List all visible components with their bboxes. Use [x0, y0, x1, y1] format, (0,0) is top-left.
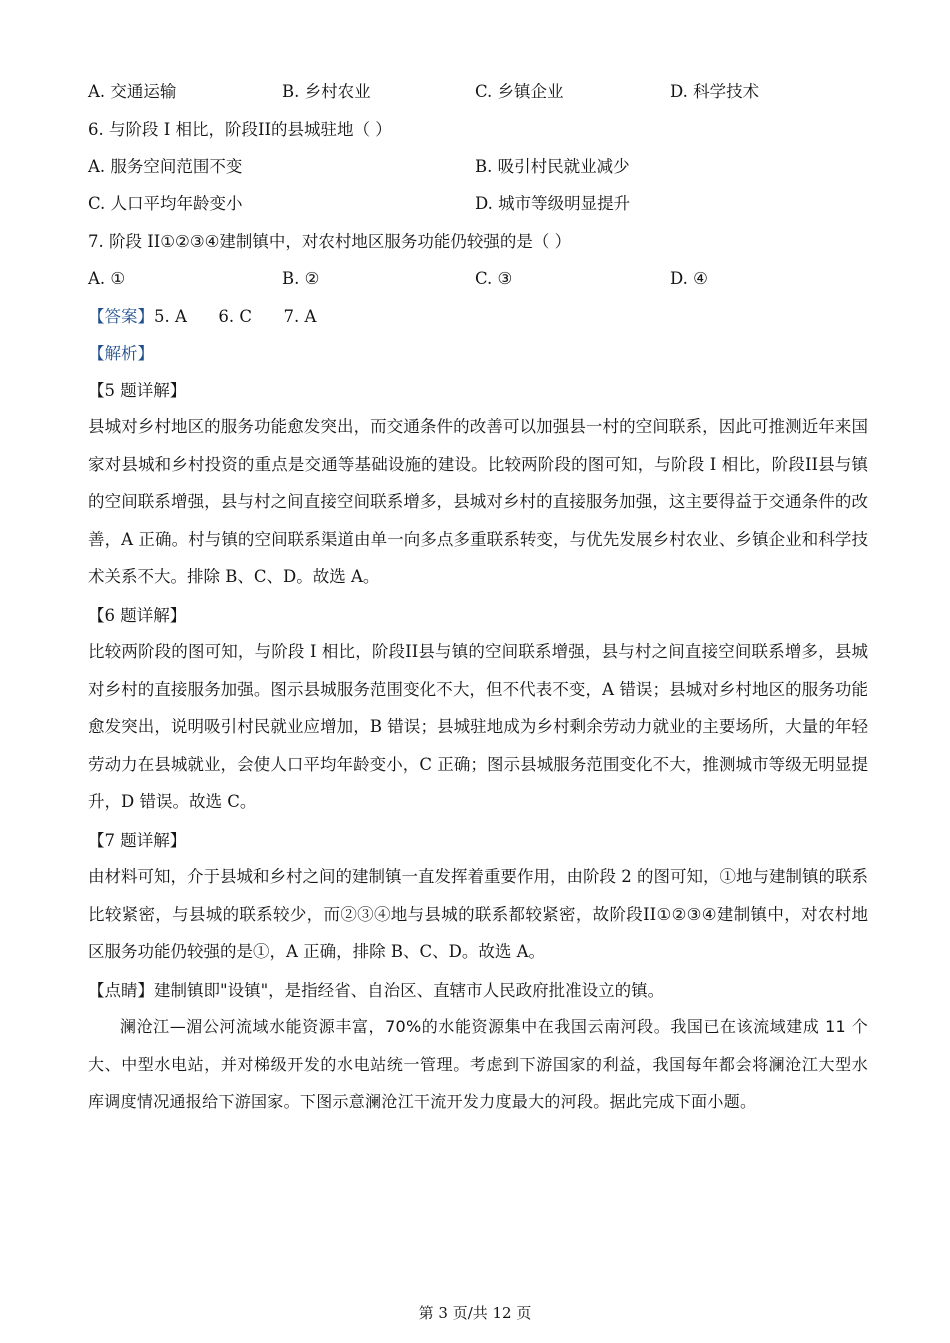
- q7-option-c: C. ③: [475, 269, 513, 288]
- q7-option-d: D. ④: [670, 269, 708, 288]
- analysis-label: [88, 341, 154, 367]
- tip-line: [88, 978, 664, 1004]
- q5-option-c: C. 乡镇企业: [475, 82, 564, 101]
- q5-detail-heading: 【5 题详解】: [88, 381, 187, 400]
- q7-option-a: A. ①: [88, 269, 126, 288]
- analysis-heading: 【解析】: [88, 344, 154, 363]
- answer-text: 5. A 6. C 7. A: [154, 307, 317, 326]
- q6-stem: 6. 与阶段 I 相比，阶段II的县城驻地（ ）: [88, 120, 392, 139]
- answer-line: [88, 304, 316, 330]
- q7-detail-text: 由材料可知，介于县城和乡村之间的建制镇一直发挥着重要作用，由阶段 2 的图可知，①地与建制镇的联系比较紧密，与县城的联系较少，而②③④地与县城的联系都较紧密，故阶段II①②③④建制镇中，对农村地区服务功能仍较强的是①，A 正确，排除 B、C、D。故选 A。: [88, 867, 868, 961]
- tip-label: 【点睛】: [88, 981, 154, 1000]
- q6-option-c: C. 人口平均年龄变小: [88, 194, 243, 213]
- q5-option-a: A. 交通运输: [88, 82, 177, 101]
- q6-detail-text: 比较两阶段的图可知，与阶段 I 相比，阶段II县与镇的空间联系增强，县与村之间直接空间联系增多，县城对乡村的直接服务加强。图示县城服务范围变化不大，但不代表不变，A 错误；县城对乡村地区的服务功能愈发突出，说明吸引村民就业应增加，B 错误；县城驻地成为乡村剩余劳动力就业的主要场所，大量的年轻劳动力在县城就业，会使人口平均年龄变小，C 正确；图示县城服务范围变化不大，推测城市等级无明显提升，D 错误。故选 C。: [88, 642, 868, 811]
- q5-option-b: B. 乡村农业: [282, 82, 371, 101]
- q7-option-b: B. ②: [282, 269, 320, 288]
- tip-text: 建制镇即"设镇"，是指经省、自治区、直辖市人民政府批准设立的镇。: [154, 981, 665, 1000]
- q5-detail-text: 县城对乡村地区的服务功能愈发突出，而交通条件的改善可以加强县一村的空间联系，因此可推测近年来国家对县城和乡村投资的重点是交通等基础设施的建设。比较两阶段的图可知，与阶段 I 相比，阶段II县与镇的空间联系增强，县与村之间直接空间联系增多，县城对乡村的直接服务加强，这主要得益于交通条件的改善，A 正确。村与镇的空间联系渠道由单一向多点多重联系转变，与优先发展乡村农业、乡镇企业和科学技术关系不大。排除 B、C、D。故选 A。: [88, 417, 868, 586]
- q6-option-b: B. 吸引村民就业减少: [475, 157, 630, 176]
- q6-detail-heading: 【6 题详解】: [88, 606, 187, 625]
- q7-stem: 7. 阶段 II①②③④建制镇中，对农村地区服务功能仍较强的是（ ）: [88, 232, 572, 251]
- q7-detail-heading: 【7 题详解】: [88, 831, 187, 850]
- material-paragraph: 澜沧江—湄公河流域水能资源丰富，70%的水能资源集中在我国云南河段。我国已在该流域建成 11 个大、中型水电站，并对梯级开发的水电站统一管理。考虑到下游国家的利益，我国每年都会将澜沧江大型水库调度情况通报给下游国家。下图示意澜沧江干流开发力度最大的河段。据此完成下面小题。: [88, 1017, 868, 1111]
- q6-option-a: A. 服务空间范围不变: [88, 157, 243, 176]
- q6-option-d: D. 城市等级明显提升: [475, 194, 631, 213]
- page-footer: 第 3 页/共 12 页: [418, 1304, 532, 1322]
- q5-option-d: D. 科学技术: [670, 82, 760, 101]
- answer-label: 【答案】: [88, 307, 154, 326]
